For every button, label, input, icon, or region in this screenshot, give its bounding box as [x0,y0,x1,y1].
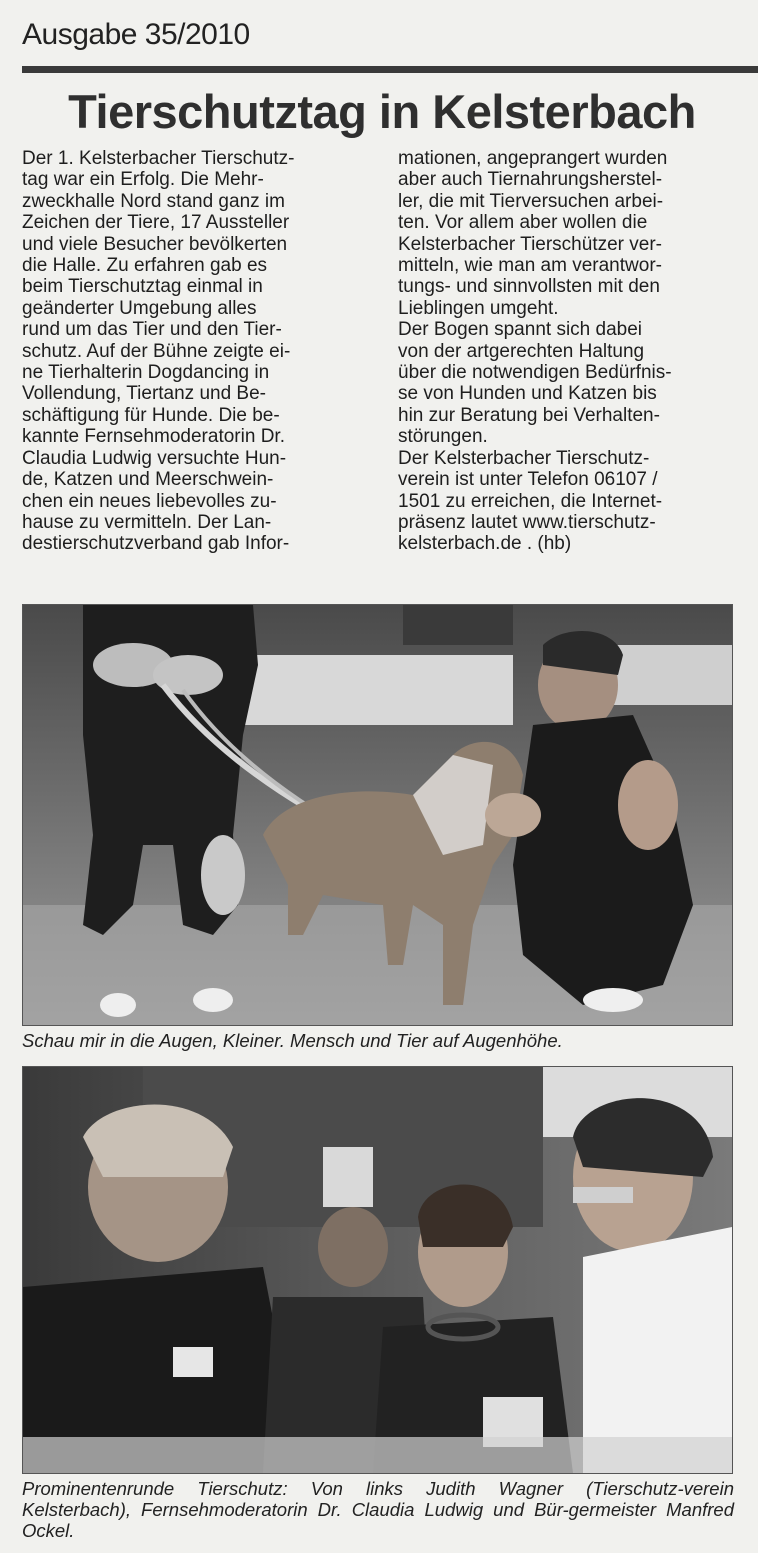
article-line: schutz. Auf der Bühne zeigte ei- [22,340,291,362]
article-line: aber auch Tiernahrungsherstel- [398,169,663,191]
article-column-left [22,148,362,555]
article-line: hause zu vermitteln. Der Lan- [22,511,272,533]
article-line: Der Kelsterbacher Tierschutz- [398,447,650,469]
article-headline: Tierschutztag in Kelsterbach [68,85,696,138]
article-line: mationen, angeprangert wurden [398,148,668,169]
article-line: rund um das Tier und den Tier- [22,319,282,341]
article-line: über die notwendigen Bedürfnis- [398,362,672,384]
article-line: Vollendung, Tiertanz und Be- [22,383,267,405]
photo-dog-and-man [22,604,733,1026]
header-rule [22,66,758,73]
article-line: beim Tierschutztag einmal in [22,276,263,298]
article-line: zweckhalle Nord stand ganz im [22,190,285,212]
article-line: se von Hunden und Katzen bis [398,383,657,405]
article-line: 1501 zu erreichen, die Internet- [398,490,663,512]
photo-caption-1: Schau mir in die Augen, Kleiner. Mensch und Tier auf Augenhöhe. [22,1030,563,1051]
article-line: mitteln, wie man am verantwor- [398,255,662,277]
article-line: und viele Besucher bevölkerten [22,233,288,255]
article-line: schäftigung für Hunde. Die be- [22,404,280,426]
photo-prominent-round [22,1066,733,1474]
article-line: destierschutzverband gab Infor- [22,533,290,555]
article-line: Der 1. Kelsterbacher Tierschutz- [22,148,295,169]
article-line: präsenz lautet www.tierschutz- [398,511,656,533]
photo-caption-2: Prominentenrunde Tierschutz: Von links Judith Wagner (Tierschutz-verein Kelsterbach), Fernsehmoderatorin Dr. Claudia Ludwig und Bür-germeister Manfred Ockel. [22,1478,734,1541]
article-line: ler, die mit Tierversuchen arbei- [398,190,664,212]
article-line: Der Bogen spannt sich dabei [398,319,642,341]
issue-number: Ausgabe 35/2010 [22,18,250,51]
article-line: Kelsterbacher Tierschützer ver- [398,233,662,255]
article-line: ten. Vor allem aber wollen die [398,212,648,234]
article-column-right [398,148,734,555]
article-line: geänderter Umgebung alles [22,297,257,319]
article-line: hin zur Beratung bei Verhalten- [398,404,660,426]
article-line: Zeichen der Tiere, 17 Aussteller [22,212,290,234]
article-line: chen ein neues liebevolles zu- [22,490,277,512]
article-line: ne Tierhalterin Dogdancing in [22,362,270,384]
article-line: kelsterbach.de . (hb) [398,533,572,555]
article-line: Claudia Ludwig versuchte Hun- [22,447,287,469]
article-line: kannte Fernsehmoderatorin Dr. [22,426,285,448]
article-line: de, Katzen und Meerschwein- [22,469,274,491]
article-line: verein ist unter Telefon 06107 / [398,469,658,491]
article-line: störungen. [398,426,488,448]
article-line: Lieblingen umgeht. [398,297,559,319]
article-line: von der artgerechten Haltung [398,340,645,362]
article-line: die Halle. Zu erfahren gab es [22,255,268,277]
article-line: tag war ein Erfolg. Die Mehr- [22,169,264,191]
article-line: tungs- und sinnvollsten mit den [398,276,660,298]
